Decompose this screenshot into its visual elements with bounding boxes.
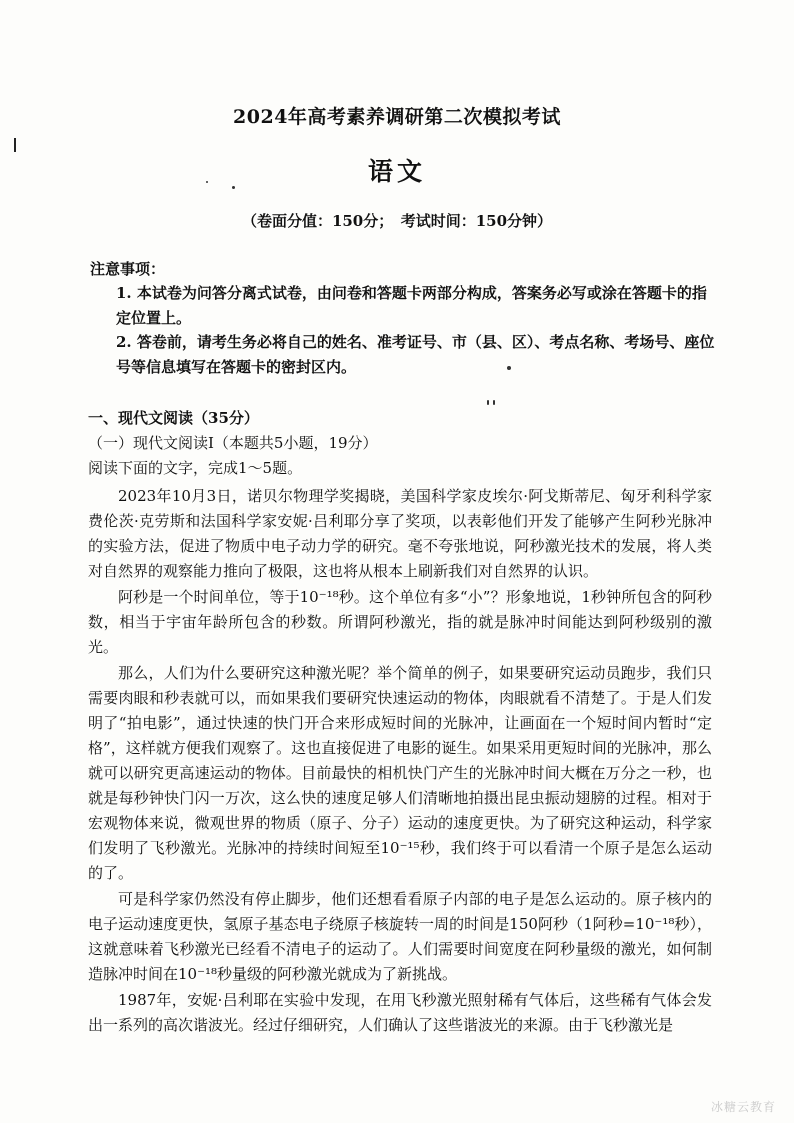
watermark: 冰糖云教育 (710, 1100, 776, 1114)
scan-dot (487, 400, 489, 405)
subsection-heading: （一）现代文阅读I（本题共5小题，19分） (88, 434, 378, 452)
passage-paragraph: 可是科学家仍然没有停止脚步，他们还想看看原子内部的电子是怎么运动的。原子核内的电子运动速度更快，氢原子基态电子绕原子核旋转一周的时间是150阿秒（1阿秒=10⁻¹⁸秒），这就意味着飞秒激光已经看不清电子的运动了。人们需要时间宽度在阿秒量级的激光，如何制造脉冲时间在10⁻¹⁸秒量级的阿秒激光就成为了新挑战。 (88, 890, 712, 983)
exam-title: 2024年高考素养调研第二次模拟考试 (233, 106, 561, 128)
scan-mark (14, 138, 16, 152)
passage-paragraph: 阿秒是一个时间单位，等于10⁻¹⁸秒。这个单位有多“小”？形象地说，1秒钟所包含的阿秒数，相当于宇宙年龄所包含的秒数。所谓阿秒激光，指的就是脉冲时间能达到阿秒级别的激光。 (88, 588, 712, 656)
passage-paragraph: 那么，人们为什么要研究这种激光呢？举个简单的例子，如果要研究运动员跑步，我们只需要肉眼和秒表就可以，而如果我们要研究快速运动的物体，肉眼就看不清楚了。于是人们发明了“拍电影”，通过快速的快门开合来形成短时间的光脉冲，让画面在一个短时间内暂时“定格”，这样就方便我们观察了。这也直接促进了电影的诞生。如果采用更短时间的光脉冲，那么就可以研究更高速运动的物体。目前最快的相机快门产生的光脉冲时间大概在万分之一秒，也就是每秒钟快门闪一万次，这么快的速度足够人们清晰地拍摄出昆虫振动翅膀的过程。相对于宏观物体来说，微观世界的物质（原子、分子）运动的速度更快。为了研究这种运动，科学家们发明了飞秒激光。光脉冲的持续时间短至10⁻¹⁵秒，我们终于可以看清一个原子是怎么运动的了。 (88, 664, 712, 882)
notice-heading: 注意事项： (90, 260, 166, 278)
passage-paragraph: 1987年，安妮·吕利耶在实验中发现，在用飞秒激光照射稀有气体后，这些稀有气体会发出一系列的高次谐波光。经过仔细研究，人们确认了这些谐波光的来源。由于飞秒激光是 (88, 991, 712, 1034)
passage-paragraph: 2023年10月3日，诺贝尔物理学奖揭晓，美国科学家皮埃尔·阿戈斯蒂尼、匈牙利科学家费伦茨·克劳斯和法国科学家安妮·吕利耶分享了奖项，以表彰他们开发了能够产生阿秒光脉冲的实验方法，促进了物质中电子动力学的研究。毫不夸张地说，阿秒激光技术的发展，将人类对自然界的观察能力推向了极限，这也将从根本上刷新我们对自然界的认识。 (88, 487, 712, 580)
reading-instruction: 阅读下面的文字，完成1～5题。 (88, 459, 303, 477)
exam-meta: （卷面分值：150分； 考试时间：150分钟） (241, 212, 553, 230)
reading-passage (88, 484, 712, 1039)
scan-dot (493, 400, 495, 405)
notice-item: 2. 答卷前，请考生务必将自己的姓名、准考证号、市（县、区）、考点名称、考场号、座位号等信息填写在答题卡的密封区内。 (116, 333, 715, 376)
subject-title: 语文 (367, 157, 426, 186)
notice-item: 1. 本试卷为问答分离式试卷，由问卷和答题卡两部分构成，答案务必写或涂在答题卡的指定位置上。 (116, 284, 707, 327)
section-heading: 一、现代文阅读（35分） (88, 409, 259, 427)
